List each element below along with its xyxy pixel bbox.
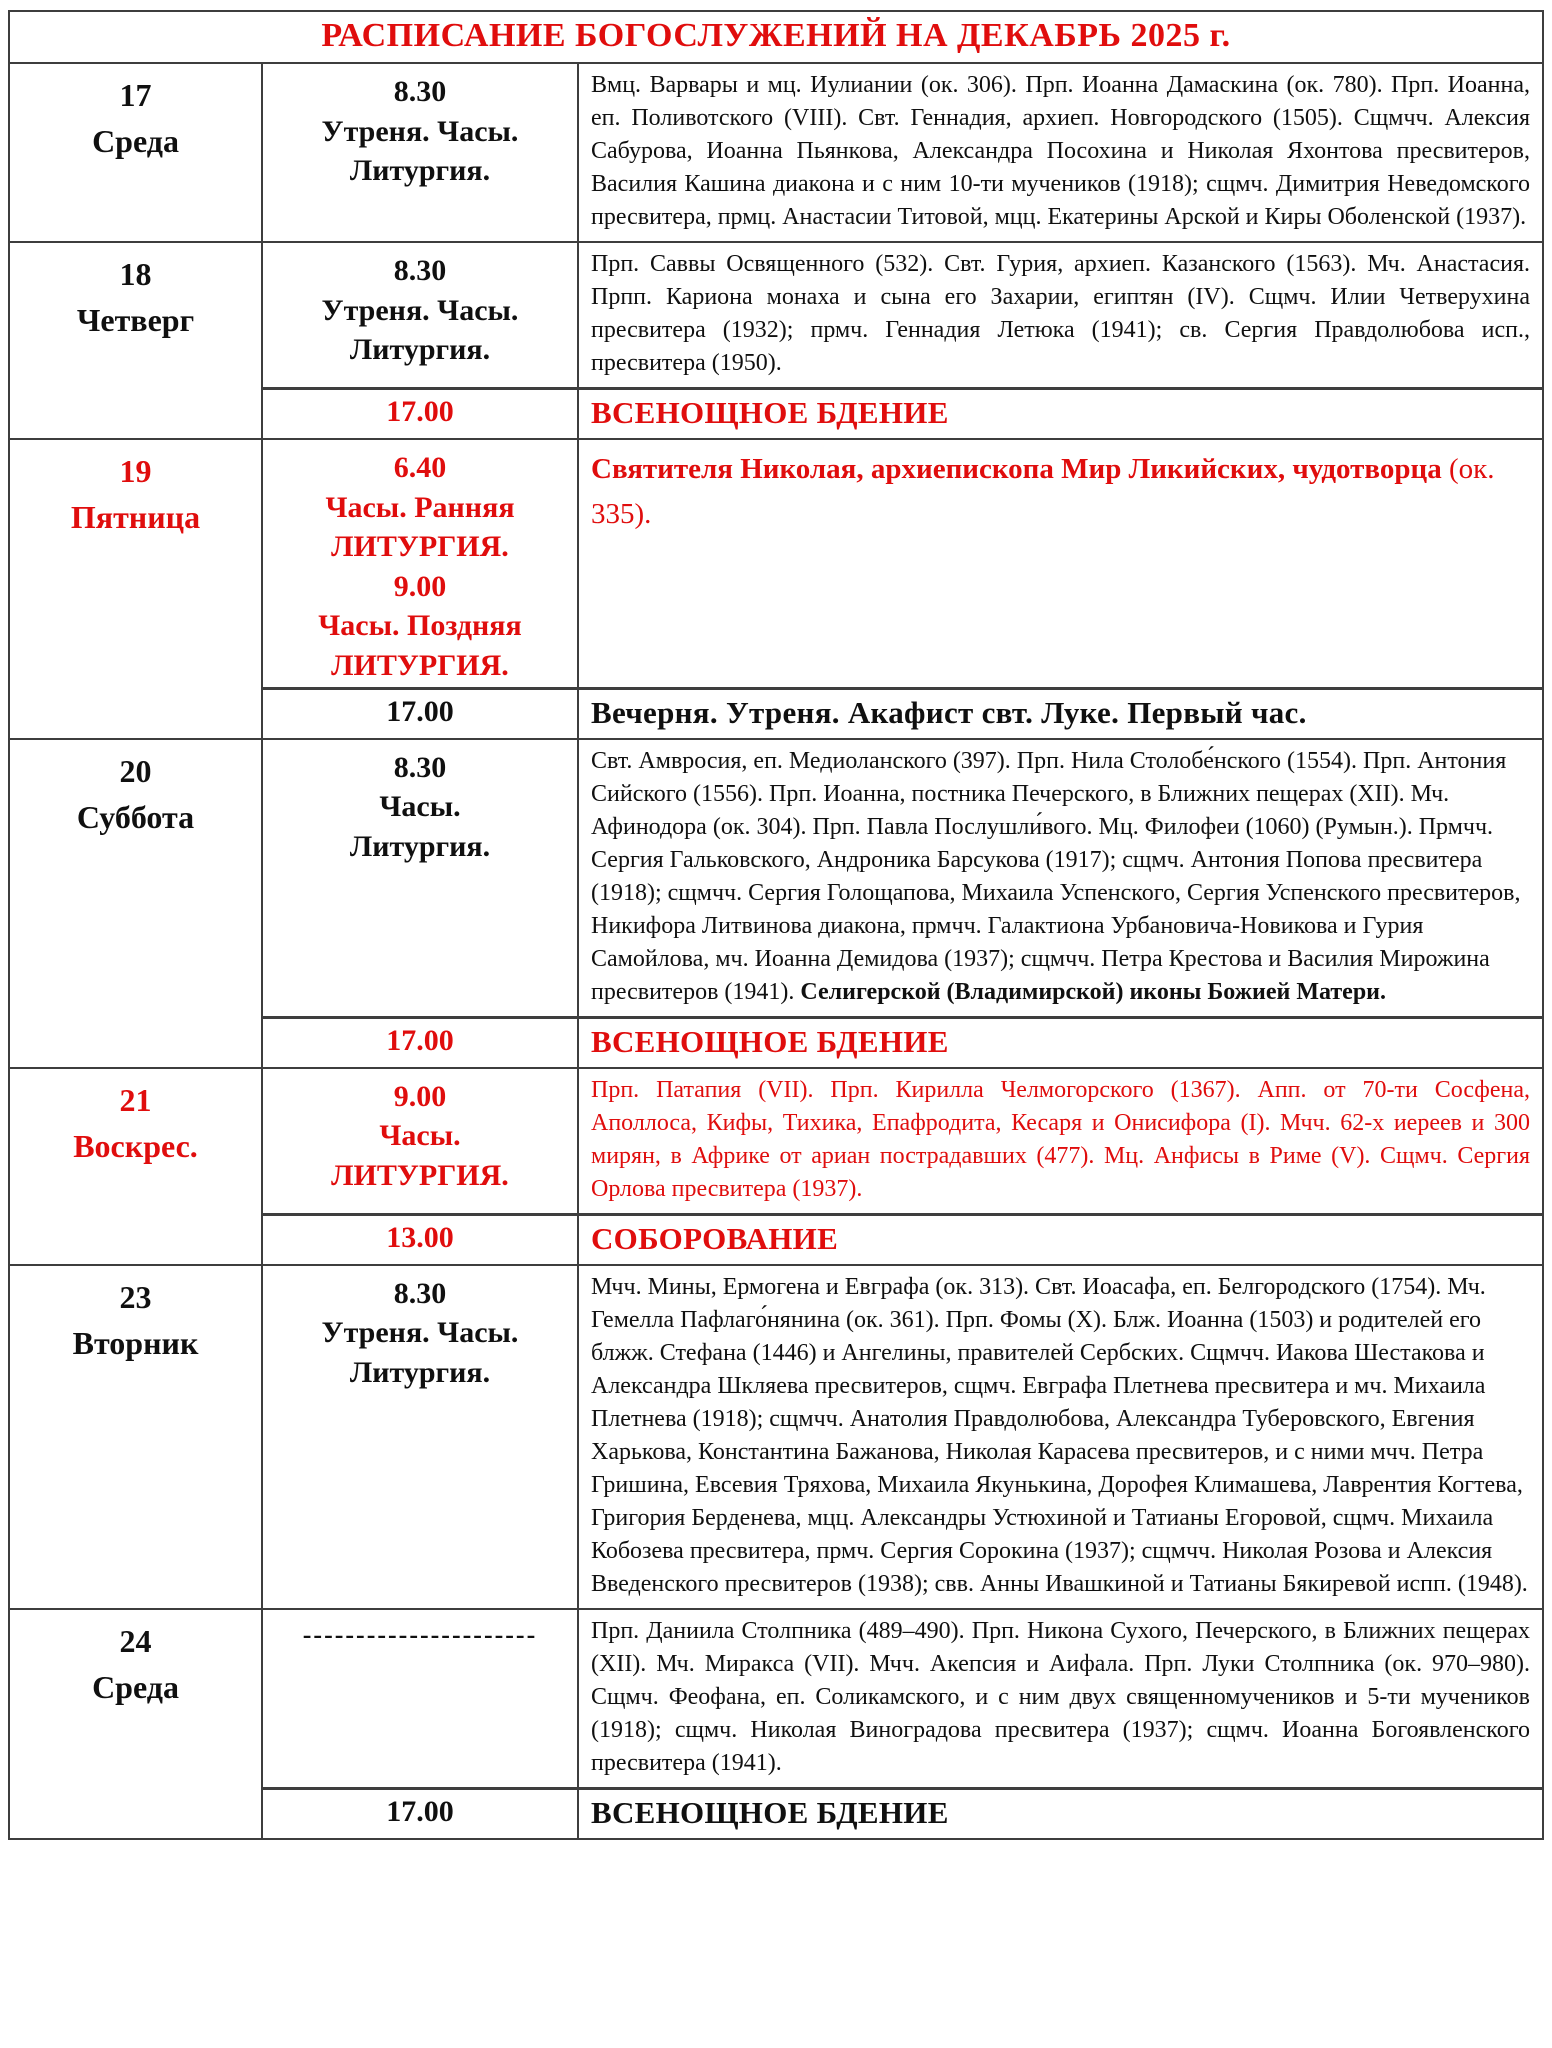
time-line: Литургия. [349,333,491,367]
time-line: Литургия. [349,829,491,863]
evening-service-time: 17.00 [262,389,578,440]
evening-service-label: Вечерня. Утреня. Акафист свт. Луке. Первый час. [578,688,1543,739]
day-row-18 [9,242,1543,389]
service-time-cell [262,63,578,242]
time-line: Литургия. [349,154,491,188]
date-cell [9,1609,262,1839]
day-row-21 [9,1068,1543,1215]
day-row-17 [9,63,1543,242]
desc-text: Прп. Патапия (VII). Прп. Кирилла Челмогорского (1367). Апп. от 70-ти Сосфена, Аполлоса, Кифы, Тихика, Епафродита, Кесаря и Онисифора (I). Мчч. 62-х иереев и 300 мирян, в Африке от ариан пострадавших (477). Мц. Анфисы в Риме (V). Сщмч. Сергия Орлова пресвитера (1937). [591,1076,1530,1202]
time-line: Часы. Ранняя [325,490,515,524]
day-number: 23 [119,1278,152,1315]
day-number: 19 [119,453,152,489]
evening-service-time: 17.00 [262,1788,578,1839]
desc-text: Свт. Амвросия, еп. Медиоланского (397). Прп. Нила Столобе́нского (1554). Прп. Антония Сийского (1556). Прп. Иоанна, постника Печерского, в Ближних пещерах (XII). Мч. Афинодора (ок. 304). Прп. Павла Послушли́вого. Мц. Филофеи (1060) (Румын.). Прмчч. Сергия Гальковского, Андроника Барсукова (1917); сщмч. Антония Попова пресвитера (1918); сщмчч. Сергия Голощапова, Михаила Успенского, Сергия Успенского пресвитеров, Никифора Литвинова диакона, прмчч. Галактиона Урбановича-Новикова и Гурия Самойлова, мч. Иоанна Демидова (1937); сщмчч. Петра Крестова и Василия Мирожина пресвитеров (1941). [591,747,1521,1005]
day-row-24 [9,1609,1543,1789]
day-number: 18 [119,256,152,292]
time-line: Часы. Поздняя [318,609,522,643]
service-desc-cell [578,1265,1543,1609]
time-line: 9.00 [393,1079,447,1113]
desc-text: Мчч. Мины, Ермогена и Евграфа (ок. 313). Свт. Иоасафа, еп. Белгородского (1754). Мч. Гемелла Пафлаго́нянина (ок. 361). Прп. Фомы (X). Блж. Иоанна (1503) и родителей его блжж. Стефана (1446) и Ангелины, правителей Сербских. Сщмчч. Иакова Шестакова и Александра Шкляева пресвитеров, сщмч. Евграфа Плетнева пресвитера и мч. Михаила Плетнева (1918); сщмчч. Анатолия Правдолюбова, Александра Туберовского, Евгения Харькова, Константина Бажанова, Николая Карасева пресвитеров, и с ними мчч. Петра Гришина, Евсевия Тряхова, Михаила Якунькина, Дорофея Климашева, Лаврентия Когтева, Григория Берденева, мцц. Александры Устюхиной и Татианы Егоровой, сщмч. Михаила Кобозева пресвитера, прмч. Сергия Сорокина (1937); сщмчч. Николая Розова и Алексия Введенского пресвитеров (1938); свв. Анны Ивашкиной и Татианы Бякиревой испп. (1948). [591,1273,1528,1597]
service-time-cell [262,242,578,389]
weekday-label: Четверг [76,302,195,339]
evening-service-label: ВСЕНОЩНОЕ БДЕНИЕ [578,1788,1543,1839]
weekday-label: Среда [92,1668,179,1705]
unction-service-time: 13.00 [262,1214,578,1265]
time-line: 6.40 [393,451,447,484]
service-desc-cell [578,242,1543,389]
service-time-cell [262,1068,578,1215]
desc-text-bold: Селигерской (Владимирской) иконы Божией Матери. [800,978,1387,1005]
service-desc-cell [578,439,1543,688]
day-row-20 [9,739,1543,1018]
time-line: Утреня. Часы. [321,114,519,148]
time-line: Утреня. Часы. [321,293,519,327]
desc-text: Прп. Даниила Столпника (489–490). Прп. Никона Сухого, Печерского, в Ближних пещерах (XII). Мч. Миракса (VII). Мчч. Акепсия и Аифала. Прп. Луки Столпника (ок. 970–980). Сщмч. Феофана, еп. Соликамского, и с ним двух священномучеников и 5-ти мучеников (1918); сщмч. Николая Виноградова пресвитера (1937); сщмч. Иоанна Богоявленского пресвитера (1941). [591,1617,1530,1776]
day-number: 24 [119,1622,152,1659]
service-desc-cell [578,1068,1543,1215]
service-desc-cell [578,1609,1543,1789]
feast-year: (ок. 335). [591,453,1495,530]
service-time-cell [262,739,578,1018]
time-line: 8.30 [393,75,447,108]
desc-text: Вмц. Варвары и мц. Иулиании (ок. 306). Прп. Иоанна Дамаскина (ок. 780). Прп. Иоанна, еп. Поливотского (VIII). Свт. Геннадия, архиеп. Новгородского (1505). Сщмчч. Алексия Сабурова, Иоанна Пьянкова, Александра Посохина и Николая Яхонтова пресвитеров, Василия Кашина диакона и с ним 10-ти мучеников (1918); сщмч. Димитрия Неведомского пресвитера, прмц. Анастасии Титовой, мцц. Екатерины Арской и Киры Оболенской (1937). [591,72,1530,230]
time-line: Утреня. Часы. [321,1316,519,1350]
page-title: РАСПИСАНИЕ БОГОСЛУЖЕНИЙ НА ДЕКАБРЬ 2025 г. [9,11,1543,63]
service-time-cell [262,1609,578,1789]
time-line: Литургия. [349,1355,491,1389]
day-number: 20 [119,752,152,789]
weekday-label: Пятница [70,499,201,536]
unction-service-label: СОБОРОВАНИЕ [578,1214,1543,1265]
day-row-19 [9,439,1543,688]
date-cell [9,63,262,242]
day-number: 17 [119,77,152,113]
time-line: 8.30 [393,254,447,287]
weekday-label: Воскрес. [73,1127,198,1164]
schedule-table [8,10,1544,1840]
time-line: Часы. [379,790,461,824]
time-line: 8.30 [393,1276,447,1310]
date-cell [9,242,262,439]
service-desc-cell [578,63,1543,242]
title-row [9,11,1543,63]
evening-service-label: ВСЕНОЩНОЕ БДЕНИЕ [578,389,1543,440]
evening-service-time: 17.00 [262,688,578,739]
time-line: ЛИТУРГИЯ. [331,648,509,682]
time-line: 9.00 [393,569,447,603]
weekday-label: Вторник [72,1324,199,1361]
date-cell [9,439,262,739]
date-cell [9,1265,262,1609]
time-line: ЛИТУРГИЯ. [331,530,509,564]
service-desc-cell [578,739,1543,1018]
no-service-dashes: ---------------------- [302,1619,538,1649]
time-line: ЛИТУРГИЯ. [331,1158,509,1192]
time-line: Часы. [379,1119,461,1153]
weekday-label: Среда [92,123,179,160]
evening-service-label: ВСЕНОЩНОЕ БДЕНИЕ [578,1017,1543,1068]
day-number: 21 [119,1081,152,1118]
evening-service-time: 17.00 [262,1017,578,1068]
desc-text: Прп. Саввы Освященного (532). Свт. Гурия, архиеп. Казанского (1563). Мч. Анастасия. Прпп. Кариона монаха и сына его Захарии, египтян (IV). Сщмч. Илии Четверухина пресвитера (1932); прмч. Геннадия Летюка (1941); св. Сергия Правдолюбова исп., пресвитера (1950). [591,251,1530,376]
weekday-label: Суббота [76,798,195,835]
date-cell [9,739,262,1068]
feast-title: Святителя Николая, архиепископа Мир Ликийских, чудотворца [591,453,1449,485]
service-time-cell [262,439,578,688]
date-cell [9,1068,262,1265]
service-time-cell [262,1265,578,1609]
time-line: 8.30 [393,750,447,784]
day-row-23 [9,1265,1543,1609]
